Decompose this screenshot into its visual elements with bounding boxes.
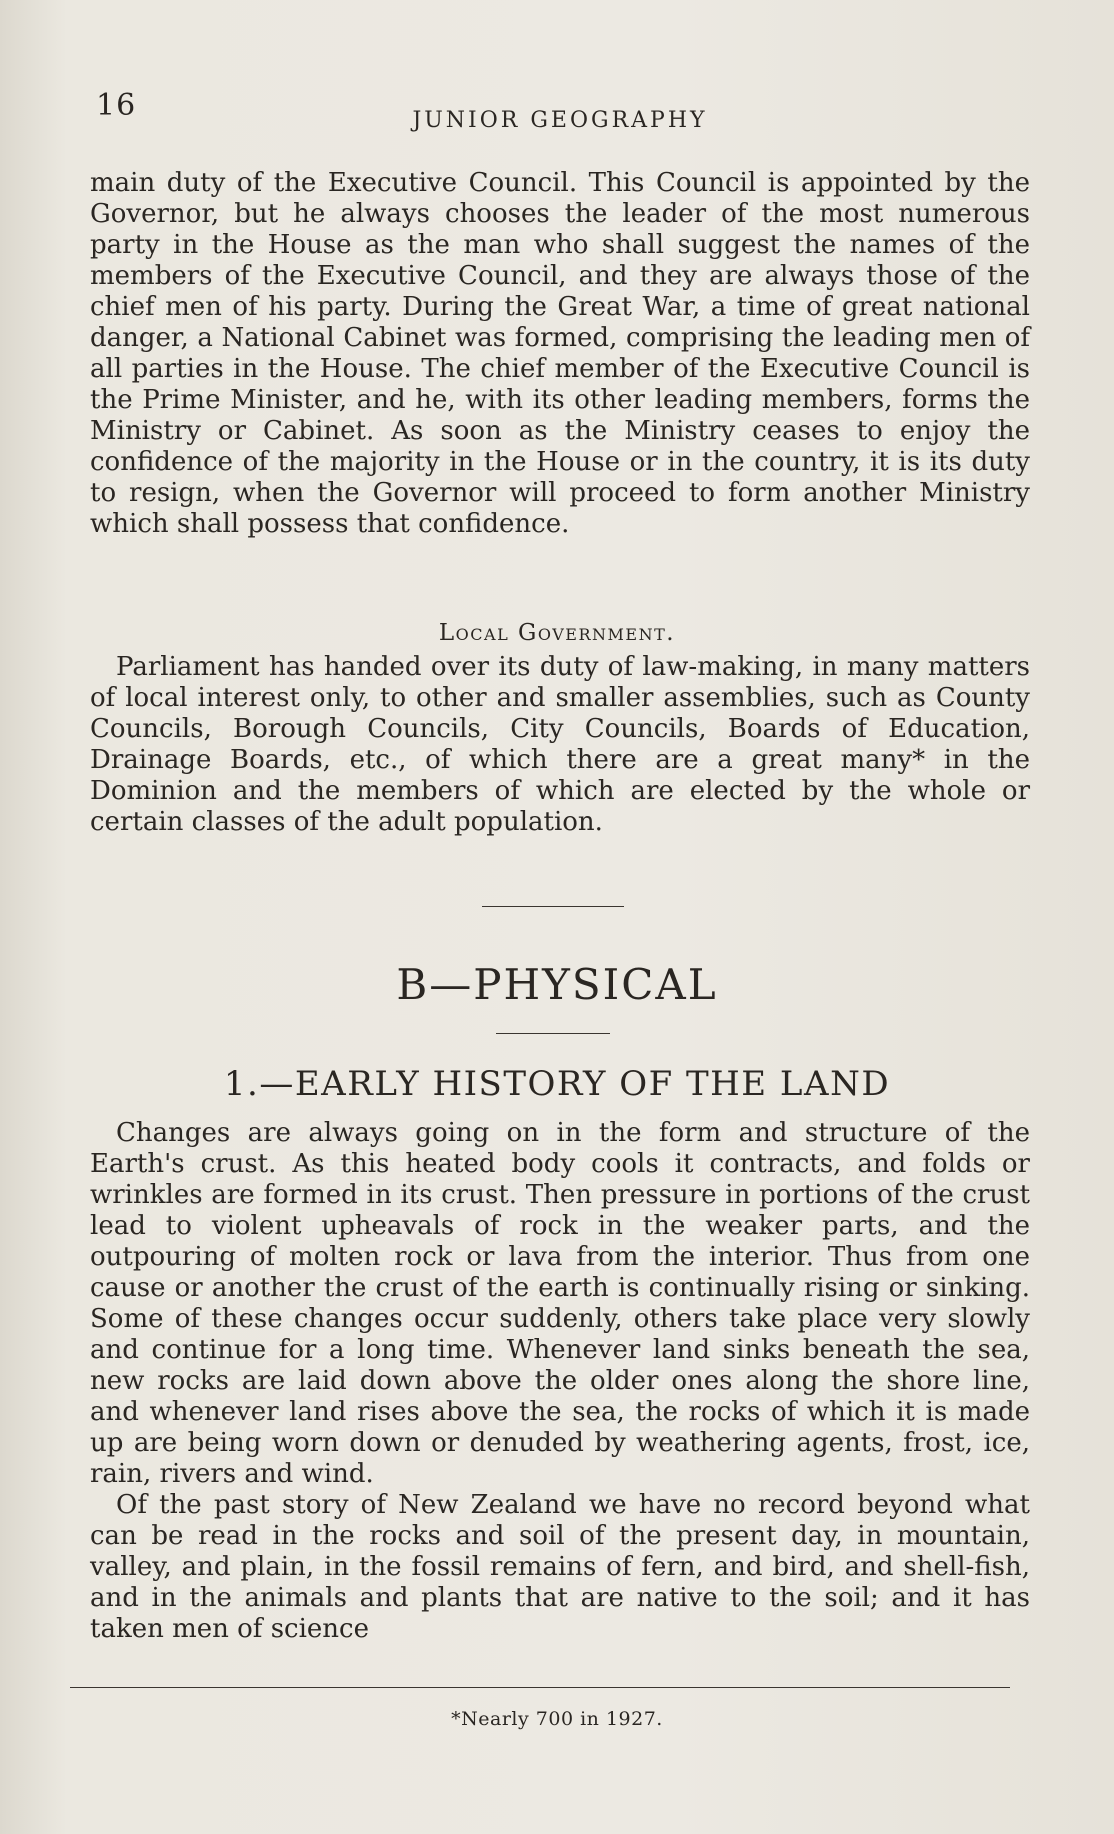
paragraph-early-history	[90, 1118, 1030, 1645]
footnote-rule	[70, 1687, 1010, 1688]
part-heading: B—PHYSICAL	[396, 960, 718, 1009]
heading-divider	[496, 1033, 610, 1034]
chapter-heading: 1.—EARLY HISTORY OF THE LAND	[223, 1064, 891, 1104]
local-government-heading: Local Government.	[438, 620, 676, 646]
running-title: JUNIOR GEOGRAPHY	[412, 108, 708, 133]
paragraph-text: Changes are always going on in the form and structure of the Earth's crust. As this heated body cools it contracts, and folds or wrinkles are formed in its crust. Then pressure in portions of the crust lead to violent upheavals of rock in the weaker parts, and the outpouring of molten rock or lava from the interior. Thus from one cause or another the crust of the earth is continually rising or sinking. Some of these changes occur suddenly, others take place very slowly and continue for a long time. Whenever land sinks beneath the sea, new rocks are laid down above the older ones along the shore line, and whenever land rises above the sea, the rocks of which it is made up are being worn down or denuded by weathering agents, frost, ice, rain, rivers and wind.	[90, 1118, 1030, 1489]
page-number: 16	[96, 88, 137, 123]
paragraph-text: Parliament has handed over its duty of law-making, in many matters of local interest only, to other and smaller assemblies, such as County Councils, Borough Councils, City Councils, Boards of Education, Drainage Boards, etc., of which there are a great many* in the Dominion and the members of which are elected by the whole or certain classes of the adult population.	[90, 652, 1030, 837]
section-divider	[482, 906, 624, 907]
paragraph-local-government	[90, 652, 1030, 838]
paragraph-text: main duty of the Executive Council. This Council is appointed by the Governor, but he always chooses the leader of the most numerous party in the House as the man who shall suggest the names of the members of the Executive Council, and they are always those of the chief men of his party. During the Great War, a time of great national danger, a National Cabinet was formed, comprising the leading men of all parties in the House. The chief member of the Executive Council is the Prime Minister, and he, with its other leading members, forms the Ministry or Cabinet. As soon as the Ministry ceases to enjoy the confidence of the majority in the House or in the country, it is its duty to resign, when the Governor will proceed to form another Ministry which shall possess that confidence.	[90, 168, 1030, 539]
paragraph-text: Of the past story of New Zealand we have no record beyond what can be read in the rocks and soil of the present day, in mountain, valley, and plain, in the fossil remains of fern, and bird, and shell-fish, and in the animals and plants that are native to the soil; and it has taken men of science	[90, 1490, 1030, 1644]
page-header	[96, 88, 1024, 133]
paragraph-executive-council	[90, 168, 1030, 540]
footnote: *Nearly 700 in 1927.	[451, 1708, 663, 1730]
